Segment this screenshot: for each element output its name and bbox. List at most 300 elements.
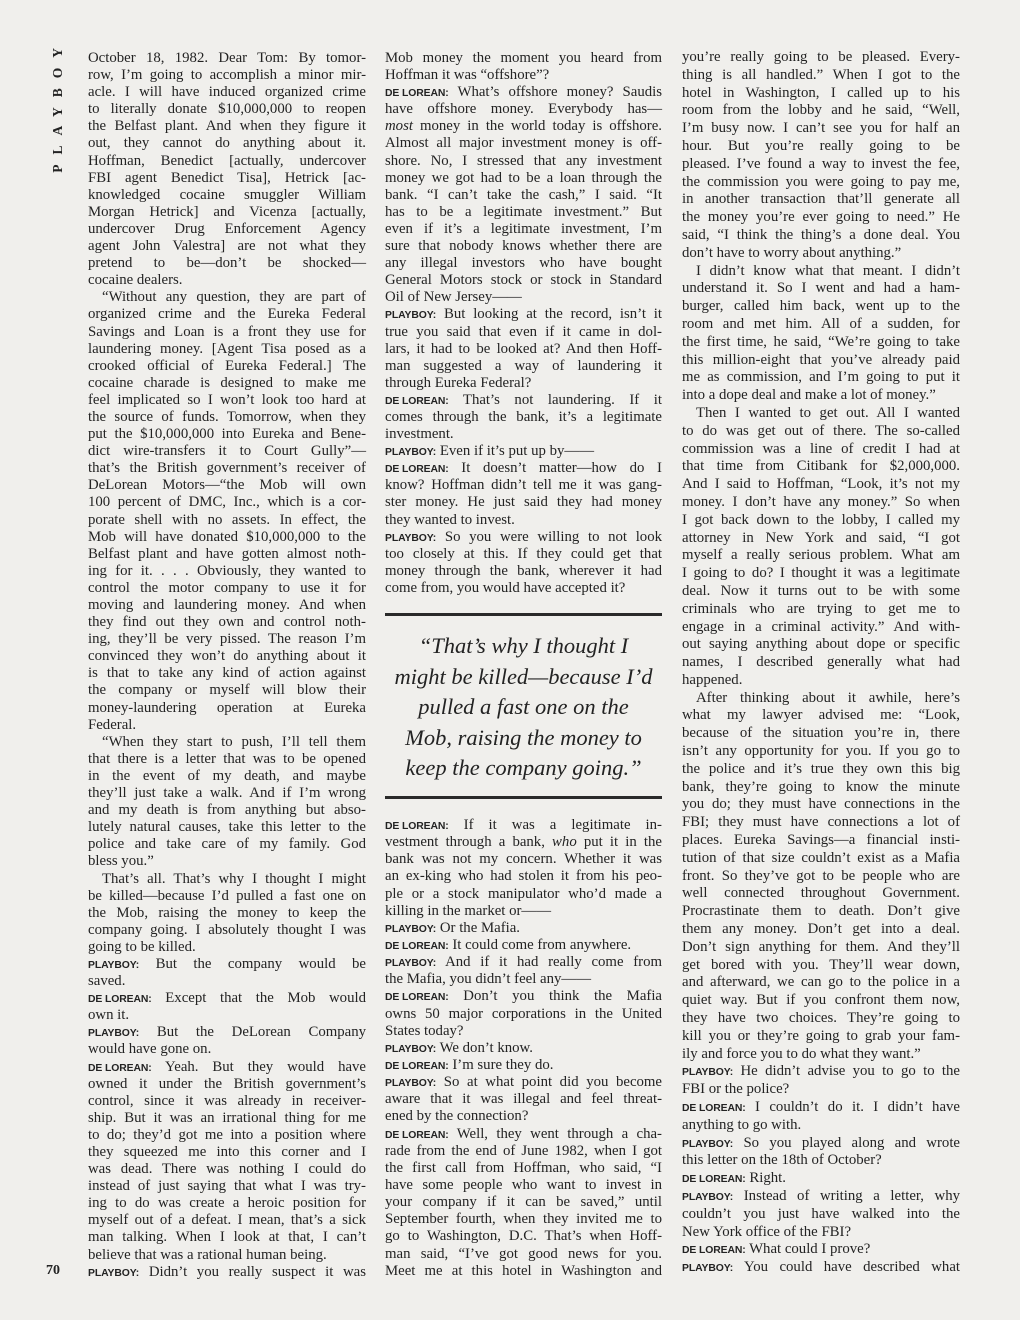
text-line xyxy=(88,1041,366,1058)
line-text: porate shell with no assets. In effect, the xyxy=(88,511,366,528)
text-line xyxy=(385,1160,662,1177)
text-line xyxy=(88,118,366,135)
text-line xyxy=(385,375,662,392)
speaker-label: PLAYBOY: xyxy=(385,958,437,970)
text-line xyxy=(682,405,960,423)
text-line xyxy=(88,1076,366,1093)
text-line xyxy=(88,221,366,238)
line-text: Don’t sign anything for them. And they’ll xyxy=(682,938,960,955)
text-line xyxy=(385,546,662,563)
line-text: Right. xyxy=(749,1170,786,1187)
line-text: row, I’m going to accomplish a minor mir- xyxy=(88,67,366,84)
line-text: go to Washington, D.C. That’s when Hoff- xyxy=(385,1228,662,1245)
text-line xyxy=(682,209,960,227)
text-line xyxy=(682,583,960,601)
speaker-label: PLAYBOY: xyxy=(682,1138,734,1150)
line-text: But looking at the record, isn’t it xyxy=(444,306,663,323)
pull-quote-line: might be killed—because I’d xyxy=(394,663,653,689)
line-text: ster money. He just said they had money xyxy=(385,494,662,511)
line-text: money-laundering operation at Eureka xyxy=(88,699,366,716)
line-text: ing for it. . . . Obviously, they wanted to xyxy=(88,562,366,579)
line-text: the Belfast plant. And when they figure it xyxy=(88,118,366,135)
line-text: Then I wanted to get out. All I wanted xyxy=(696,404,960,421)
dialogue-paragraph xyxy=(385,954,662,988)
text-line xyxy=(385,84,662,101)
text-line xyxy=(385,971,662,988)
dialogue-paragraph xyxy=(385,306,662,391)
line-text: has to be a legitimate investment.” But xyxy=(385,203,662,220)
line-text: be killed—because I’d pulled a fast one on xyxy=(88,887,366,904)
text-line xyxy=(682,565,960,583)
paragraph xyxy=(682,49,960,263)
line-text: deal. Now it turns out to be with some xyxy=(682,582,960,599)
line-text: is that to take any kind of action against xyxy=(88,665,366,682)
line-text: feel implicated so I won’t look too hard at xyxy=(88,391,366,408)
paragraph xyxy=(682,263,960,405)
text-line xyxy=(682,814,960,832)
text-line xyxy=(682,85,960,103)
text-line xyxy=(682,1081,960,1099)
text-line xyxy=(88,580,366,597)
line-text: that’s the British government’s receiver of xyxy=(88,460,366,477)
text-line xyxy=(682,191,960,209)
dialogue-paragraph xyxy=(385,460,662,528)
text-line xyxy=(682,530,960,548)
line-text: Hoffman it was “offshore”? xyxy=(385,67,550,84)
text-line xyxy=(88,1195,366,1212)
speaker-label: DE LOREAN: xyxy=(88,994,152,1006)
text-line xyxy=(682,494,960,512)
line-text: control, since it was already in receiver- xyxy=(88,1092,366,1109)
line-text: control the motor company to use it for xyxy=(88,579,366,596)
line-text: rade from the end of June 1982, when I got xyxy=(385,1142,662,1159)
line-text: pretend to be—don’t be shocked— xyxy=(88,255,366,272)
line-text: Belfast plant and have gotten almost noth- xyxy=(88,545,366,562)
text-line xyxy=(682,547,960,565)
line-text: I’m sure they do. xyxy=(452,1056,554,1073)
text-line xyxy=(385,153,662,170)
dialogue-paragraph xyxy=(682,1063,960,1099)
line-text: Didn’t you really suspect it was xyxy=(148,1263,366,1280)
line-text: out saying anything about dope or specific xyxy=(682,636,960,653)
line-text: engage in a criminal activity.” And with- xyxy=(682,618,960,635)
text-line xyxy=(385,460,662,477)
text-line xyxy=(385,409,662,426)
dialogue-paragraph xyxy=(385,1057,662,1074)
line-text: I’m busy now. I can’t see you for half an xyxy=(682,120,960,137)
line-text: anything to go with. xyxy=(682,1116,802,1133)
speaker-label: DE LOREAN: xyxy=(385,992,449,1004)
line-text: Meet me at this hotel in Washington and xyxy=(385,1262,662,1279)
dialogue-paragraph xyxy=(88,990,366,1024)
line-text: aware that it was illegal and feel threat- xyxy=(385,1091,662,1108)
text-line xyxy=(385,1023,662,1040)
pull-quote-line: “That’s why I thought I xyxy=(418,633,629,658)
line-text: through Eureka Federal? xyxy=(385,374,532,391)
text-line xyxy=(682,1135,960,1153)
line-text: they have two choices. They’re going to xyxy=(682,1010,960,1027)
text-line xyxy=(682,885,960,903)
line-text: money we got had to be a loan through the xyxy=(385,169,662,186)
line-text: That’s not laundering. If it xyxy=(462,391,662,408)
text-line xyxy=(88,597,366,614)
line-text: comes through the bank, it’s a legitimate xyxy=(385,408,662,425)
text-line xyxy=(88,1144,366,1161)
text-line xyxy=(682,921,960,939)
line-text: Don’t you think the Mafia xyxy=(463,988,663,1005)
line-text: FBI or the police? xyxy=(682,1081,790,1098)
line-text: And if it had really come from xyxy=(445,954,662,971)
paragraph xyxy=(88,50,366,289)
dialogue-paragraph xyxy=(385,1126,662,1280)
dialogue-paragraph xyxy=(385,1074,662,1125)
emphasis: most xyxy=(385,118,413,135)
line-text: Or the Mafia. xyxy=(439,919,520,936)
line-text: ple or a stock manipulator who’d made a xyxy=(385,885,662,902)
line-text: That’s all. That’s why I thought I might xyxy=(102,870,366,887)
line-text: couldn’t you just have walked into the xyxy=(682,1205,960,1222)
line-text: money in the world today is offshore. xyxy=(412,118,662,135)
text-line xyxy=(88,734,366,751)
line-text: believe that was a rational human being. xyxy=(88,1246,327,1263)
line-text: come from, you would have accepted it? xyxy=(385,579,626,596)
line-text: dict wire-transfers it to Court Gully”— xyxy=(88,443,366,460)
line-text: cocaine dealers. xyxy=(88,272,183,289)
line-text: own it. xyxy=(88,1007,130,1024)
text-line xyxy=(385,1228,662,1245)
speaker-label: PLAYBOY: xyxy=(385,1043,437,1055)
dialogue-paragraph xyxy=(88,956,366,990)
line-text: Federal. xyxy=(88,716,137,733)
text-line xyxy=(88,785,366,802)
text-line xyxy=(88,477,366,494)
line-text: Hoffman, Benedict [actually, undercover xyxy=(88,152,366,169)
line-text: the first call from Hoffman, who said, “I xyxy=(385,1159,662,1176)
line-text: get bored with you. They’ll wear down, xyxy=(682,956,960,973)
text-line xyxy=(385,563,662,580)
text-line xyxy=(385,221,662,238)
speaker-label: DE LOREAN: xyxy=(682,1174,746,1186)
text-line xyxy=(88,272,366,289)
text-line xyxy=(682,298,960,316)
text-line xyxy=(88,1247,366,1264)
line-text: States today? xyxy=(385,1022,464,1039)
line-text: put it in the xyxy=(576,834,662,851)
text-line xyxy=(385,204,662,221)
pull-quote-line: keep the company going.” xyxy=(405,755,642,781)
line-text: ily and force you to do what they want.” xyxy=(682,1045,921,1062)
line-text: I couldn’t do it. I didn’t have xyxy=(755,1099,960,1116)
text-line xyxy=(385,1177,662,1194)
text-line xyxy=(385,67,662,84)
speaker-label: DE LOREAN: xyxy=(385,821,449,832)
line-text: the source of funds. Tomorrow, when they xyxy=(88,408,366,425)
text-line xyxy=(88,529,366,546)
text-line xyxy=(682,263,960,281)
text-line xyxy=(682,672,960,690)
text-line xyxy=(682,1063,960,1081)
text-line xyxy=(385,1246,662,1263)
speaker-label: DE LOREAN: xyxy=(385,1060,449,1072)
line-text: I going to do? I thought it was a legitimate xyxy=(682,565,960,582)
line-text: General Motors stock or stock in Standard xyxy=(385,272,662,289)
column-3 xyxy=(682,49,960,1277)
speaker-label: PLAYBOY: xyxy=(385,532,437,544)
text-line xyxy=(682,868,960,886)
running-head: PLAYBOY xyxy=(50,38,65,173)
text-line xyxy=(88,682,366,699)
line-text: in the event of my death, and maybe xyxy=(88,767,366,784)
line-text: they wanted to invest. xyxy=(385,511,515,528)
line-text: was dead. There was nothing I could do xyxy=(88,1161,366,1178)
text-line xyxy=(88,802,366,819)
line-text: man talking. When I look at that, I can’t xyxy=(88,1229,366,1246)
line-text: bank was not my concern. Whether it was xyxy=(385,851,662,868)
text-line xyxy=(682,743,960,761)
line-text: well connected throughout Government. xyxy=(682,885,960,902)
line-text: the money you’re ever going to need.” He xyxy=(682,209,960,226)
line-text: bless you.” xyxy=(88,853,154,870)
text-line xyxy=(385,238,662,255)
text-line xyxy=(88,648,366,665)
pull-quote-line: Mob, raising the money to xyxy=(405,724,642,750)
line-text: places. Eureka Savings—a financial insti- xyxy=(682,832,960,849)
page-number: 70 xyxy=(46,1263,60,1278)
dialogue-paragraph xyxy=(385,817,662,920)
paragraph xyxy=(88,734,366,871)
speaker-label: PLAYBOY: xyxy=(88,959,140,971)
text-line xyxy=(385,477,662,494)
pull-quote-line: pulled a fast one on the xyxy=(418,694,629,720)
text-line xyxy=(682,1117,960,1135)
text-line xyxy=(88,255,366,272)
line-text: I got back down to the lobby, I called my xyxy=(682,511,960,528)
text-line xyxy=(385,306,662,323)
text-line xyxy=(682,369,960,387)
text-line xyxy=(88,101,366,118)
pull-quote-top-rule xyxy=(385,613,662,616)
text-line xyxy=(88,204,366,221)
line-text: sure that nobody knows whether there are xyxy=(385,238,662,255)
line-text: myself out of a defeat. I mean, that’s a sick xyxy=(88,1212,366,1229)
text-line xyxy=(88,905,366,922)
text-line xyxy=(385,903,662,920)
text-line xyxy=(88,922,366,939)
text-line xyxy=(682,1241,960,1259)
text-line xyxy=(385,512,662,529)
text-line xyxy=(682,67,960,85)
pull-quote-bottom-rule xyxy=(385,796,662,799)
line-text: company going. I absolutely thought I was xyxy=(88,921,366,938)
text-line xyxy=(682,654,960,672)
dialogue-paragraph xyxy=(385,392,662,443)
text-line xyxy=(385,988,662,1005)
line-text: and afterward, we can go to the police in a xyxy=(682,974,960,991)
text-line xyxy=(385,1263,662,1280)
line-text: front. So they’ve got to be people who are xyxy=(682,867,960,884)
text-line xyxy=(385,529,662,546)
text-line xyxy=(88,358,366,375)
line-text: to literally donate $10,000,000 to reopen xyxy=(88,101,366,118)
text-line xyxy=(682,1170,960,1188)
text-line xyxy=(682,619,960,637)
line-text: October 18, 1982. Dear Tom: By tomor- xyxy=(88,50,366,66)
line-text: laundering money. [Agent Tisa posed as a xyxy=(88,340,366,357)
speaker-label: PLAYBOY: xyxy=(682,1192,734,1203)
line-text: ing to do was create a heroic position for xyxy=(88,1195,366,1212)
text-line xyxy=(385,1057,662,1074)
line-text: ened by the connection? xyxy=(385,1108,529,1125)
line-text: acle. I will have induced organized crime xyxy=(88,84,366,101)
line-text: Oil of New Jersey—— xyxy=(385,289,522,306)
speaker-label: DE LOREAN: xyxy=(385,1129,449,1141)
text-line xyxy=(682,316,960,334)
speaker-label: DE LOREAN: xyxy=(682,1245,746,1257)
text-line xyxy=(385,118,662,135)
text-line xyxy=(385,1126,662,1143)
line-text: said, “I think the thing’s a done deal. You xyxy=(682,226,960,243)
line-text: moving and laundering money. And when xyxy=(88,597,366,613)
text-line xyxy=(682,1152,960,1170)
text-line xyxy=(88,375,366,392)
text-line xyxy=(385,1006,662,1023)
line-text: know? Hoffman didn’t tell me it was gang- xyxy=(385,477,662,494)
line-text: money through the bank, wherever it had xyxy=(385,562,662,579)
text-line xyxy=(88,1178,366,1195)
line-text: organized crime and the Eureka Federal xyxy=(88,306,366,323)
text-line xyxy=(385,289,662,306)
text-line xyxy=(88,751,366,768)
line-text: myself a really serious problem. What am xyxy=(682,547,960,564)
text-line xyxy=(682,636,960,654)
speaker-label: PLAYBOY: xyxy=(385,310,437,322)
text-line xyxy=(682,280,960,298)
line-text: owned it under the British government’s xyxy=(88,1075,366,1092)
dialogue-paragraph xyxy=(682,1170,960,1188)
line-text: out, they cannot do anything about it. xyxy=(88,135,366,152)
line-text: shore. No, I stressed that any investment xyxy=(385,152,662,169)
line-text: in another transaction that’ll generate all xyxy=(682,191,960,208)
dialogue-paragraph xyxy=(682,1241,960,1259)
text-line xyxy=(682,939,960,957)
speaker-label: PLAYBOY: xyxy=(682,1067,734,1079)
line-text: Almost all major investment money is off- xyxy=(385,135,662,152)
dialogue-paragraph xyxy=(385,84,662,306)
line-text: to do was get out of there. The so-called xyxy=(682,422,960,439)
line-text: going to be killed. xyxy=(88,938,196,955)
text-line xyxy=(682,1188,960,1206)
line-text: the Mafia, you didn’t feel any—— xyxy=(385,971,592,988)
line-text: and my death is from anything but abso- xyxy=(88,802,366,819)
line-text: saved. xyxy=(88,973,126,990)
text-line xyxy=(682,1099,960,1117)
text-line xyxy=(88,426,366,443)
line-text: an ex-king who had stolen it from his peo- xyxy=(385,868,662,885)
line-text: FBI agent Benedict Tisa], Hetrick [ac- xyxy=(88,169,366,186)
line-text: After thinking about it awhile, here’s xyxy=(696,689,960,706)
text-line xyxy=(682,779,960,797)
text-line xyxy=(88,67,366,84)
line-text: bank. “I can’t take the cash,” I said. “It xyxy=(385,186,662,203)
line-text: I didn’t know what that meant. I didn’t xyxy=(696,262,960,279)
paragraph xyxy=(385,50,662,84)
text-line xyxy=(88,238,366,255)
column-1 xyxy=(88,50,366,1281)
text-line xyxy=(88,392,366,409)
emphasis: who xyxy=(552,834,577,851)
text-line xyxy=(682,1206,960,1224)
text-line xyxy=(682,850,960,868)
text-line xyxy=(88,990,366,1007)
speaker-label: DE LOREAN: xyxy=(385,464,449,476)
dialogue-paragraph xyxy=(385,529,662,597)
speaker-label: DE LOREAN: xyxy=(682,1103,746,1115)
dialogue-paragraph xyxy=(385,988,662,1039)
line-text: police and take care of my family. God xyxy=(88,836,366,853)
text-line xyxy=(682,1046,960,1064)
line-text: names, I described generally what had xyxy=(682,654,960,671)
text-line xyxy=(88,324,366,341)
text-line xyxy=(88,819,366,836)
line-text: what my lawyer advised me: “Look, xyxy=(682,707,960,724)
line-text: commission was a line of credit I had at xyxy=(682,440,960,457)
line-text: the police and it’s true they own this big xyxy=(682,760,960,777)
text-line xyxy=(682,974,960,992)
text-line xyxy=(682,138,960,156)
text-line xyxy=(88,1161,366,1178)
line-text: Morgan Hetrick] and Vicenza [actually, xyxy=(88,203,366,220)
dialogue-paragraph xyxy=(385,443,662,460)
text-line xyxy=(682,120,960,138)
line-text: true you said that even if it came in dol- xyxy=(385,323,662,340)
dialogue-paragraph xyxy=(385,1040,662,1057)
text-line xyxy=(682,174,960,192)
text-line xyxy=(88,546,366,563)
text-line xyxy=(385,920,662,937)
line-text: ship. But it was an irrational thing for me xyxy=(88,1109,366,1126)
text-line xyxy=(88,1007,366,1024)
line-text: understand it. So I went and had a ham- xyxy=(682,280,960,297)
text-line xyxy=(682,796,960,814)
text-line xyxy=(682,601,960,619)
text-line xyxy=(88,135,366,152)
line-text: room from the lobby and he said, “Well, xyxy=(682,102,960,119)
speaker-label: PLAYBOY: xyxy=(385,923,437,935)
line-text: hotel in Washington, I called up to his xyxy=(682,84,960,101)
text-line xyxy=(88,50,366,67)
paragraph xyxy=(88,871,366,956)
line-text: cocaine charade is designed to make me xyxy=(88,374,366,391)
speaker-label: PLAYBOY: xyxy=(88,1028,140,1040)
line-text: You could have described what xyxy=(744,1259,960,1276)
line-text: me as commission, and I’m going to put it xyxy=(682,369,960,386)
line-text: What’s offshore money? Saudis xyxy=(457,84,662,101)
text-line xyxy=(682,387,960,405)
text-line xyxy=(88,631,366,648)
text-line xyxy=(385,954,662,971)
line-text: We don’t know. xyxy=(439,1039,533,1056)
text-line xyxy=(88,84,366,101)
line-text: But the DeLorean Company xyxy=(156,1024,366,1041)
line-text: instead of just saying that what I was try- xyxy=(88,1178,366,1195)
speaker-label: DE LOREAN: xyxy=(385,395,449,407)
line-text: the commission you were going to pay me, xyxy=(682,173,960,190)
line-text: tution of that size couldn’t exist as a Mafia xyxy=(682,849,960,866)
line-text: lars, it had to be looked at? And then Hoff- xyxy=(385,340,662,357)
text-line xyxy=(88,341,366,358)
text-line xyxy=(88,460,366,477)
line-text: It doesn’t matter—how do I xyxy=(461,460,662,477)
